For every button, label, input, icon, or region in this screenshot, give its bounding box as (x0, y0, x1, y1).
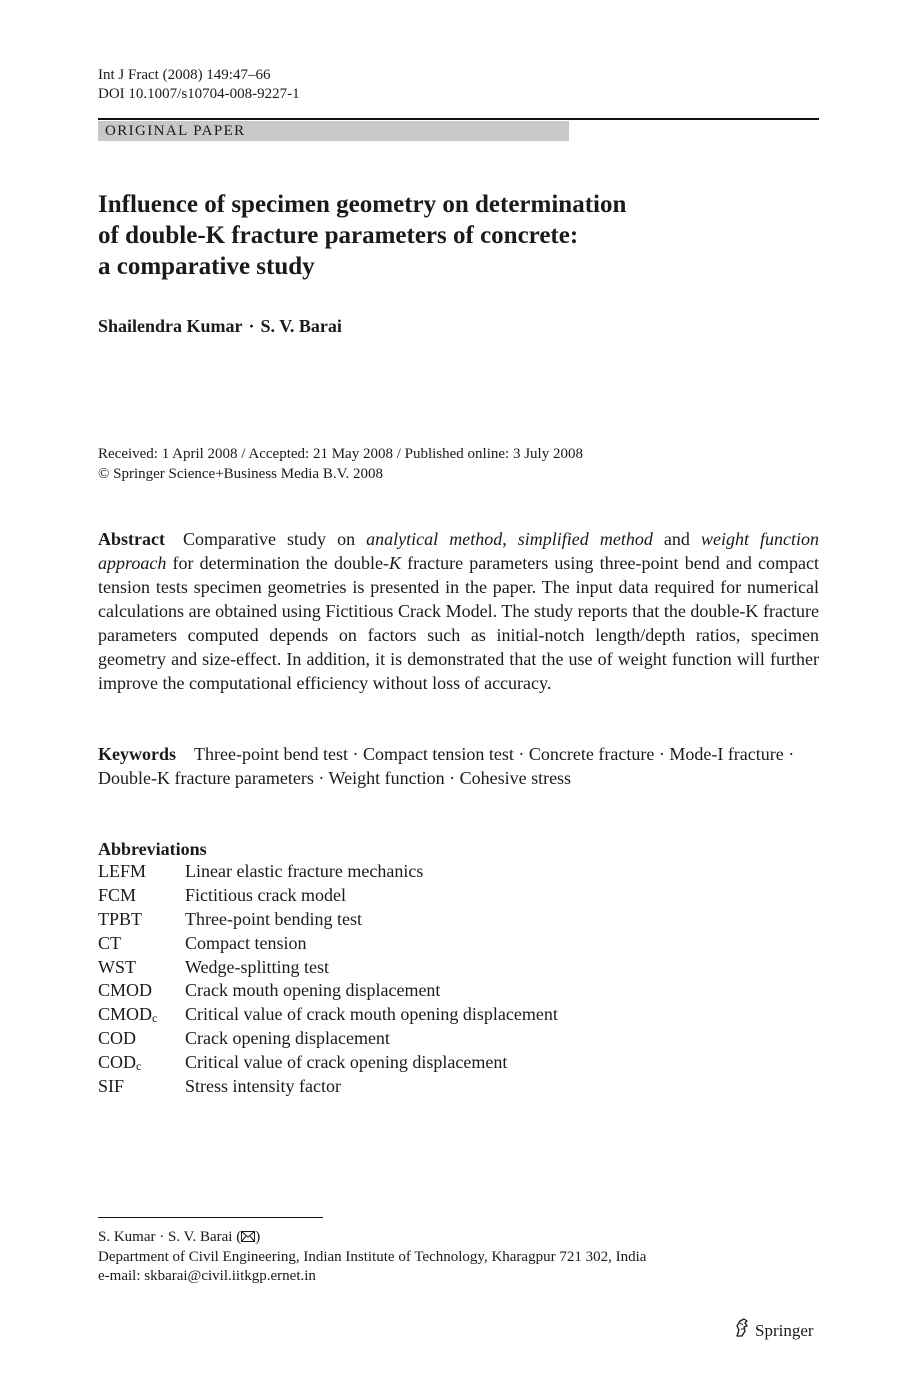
abbreviation-key (98, 908, 185, 932)
abbreviation-row (98, 1003, 558, 1027)
envelope-icon (241, 1229, 255, 1248)
abbreviation-key (98, 956, 185, 980)
affiliation: Department of Civil Engineering, Indian Institute of Technology, Kharagpur 721 302, India (98, 1249, 647, 1265)
abstract-text: , (502, 529, 518, 549)
abbreviation-key-text: TPBT (98, 908, 143, 929)
abstract-text: for determination the double- (166, 553, 389, 573)
abbreviation-key-text: WST (98, 956, 136, 977)
abstract-text: Comparative study on (182, 529, 367, 549)
abstract-label: Abstract (98, 529, 165, 549)
abbreviation-key-text: CMOD (98, 1004, 153, 1025)
abbreviation-row (98, 908, 558, 932)
footnote-authors (98, 1228, 646, 1248)
abbreviation-key-text: FCM (98, 884, 137, 905)
abbreviations-list (98, 860, 558, 1099)
abbreviation-key (98, 932, 185, 956)
abbreviation-row (98, 932, 558, 956)
paper-title (98, 189, 738, 282)
abbreviation-key-text: CT (98, 932, 122, 953)
abbreviation-description: Three-point bending test (185, 908, 362, 929)
publication-dates (98, 444, 583, 484)
abbreviation-key-text: SIF (98, 1076, 125, 1097)
journal-info (98, 66, 300, 104)
springer-horse-icon (733, 1318, 755, 1343)
abstract (98, 527, 819, 695)
abbreviation-key (98, 979, 185, 1003)
date-history: Received: 1 April 2008 / Accepted: 21 May 2008 / Published online: 3 July 2008 (98, 446, 583, 462)
footnote-authors-text: S. Kumar · S. V. Barai ( (98, 1229, 242, 1245)
abbreviation-key-text: LEFM (98, 861, 147, 881)
publisher-logo (733, 1318, 814, 1343)
abbreviations-heading: Abbreviations (98, 839, 207, 859)
keywords-label: Keywords (98, 744, 176, 764)
abbreviation-row (98, 1027, 558, 1051)
abbreviation-key-text: CMOD (98, 980, 153, 1001)
footnote (98, 1228, 646, 1286)
abbreviation-key (98, 1075, 185, 1099)
publisher-name: Springer (755, 1320, 814, 1340)
abbreviation-subscript: c (136, 1059, 142, 1074)
abbreviation-row (98, 884, 558, 908)
abbreviation-description: Compact tension (185, 932, 307, 953)
abbreviation-description: Critical value of crack opening displacement (185, 1052, 508, 1073)
doi: DOI 10.1007/s10704-008-9227-1 (98, 86, 300, 102)
author-list (98, 316, 342, 337)
abstract-text: and (652, 529, 701, 549)
abbreviation-description: Crack mouth opening displacement (185, 980, 441, 1001)
abbreviation-description: Stress intensity factor (185, 1076, 341, 1097)
keywords (98, 742, 819, 790)
abbreviation-row (98, 860, 558, 884)
abbreviation-key (98, 1027, 185, 1051)
author-name: S. V. Barai (260, 316, 342, 336)
abbreviation-row (98, 1075, 558, 1099)
title-line: of double-K fracture parameters of concrete: (98, 222, 579, 249)
abbreviation-row (98, 1051, 558, 1075)
abbreviation-row (98, 956, 558, 980)
article-type-badge: ORIGINAL PAPER (98, 121, 569, 141)
abbreviation-description: Wedge-splitting test (185, 956, 330, 977)
abbreviation-row (98, 979, 558, 1003)
abbreviation-key (98, 860, 185, 884)
title-line: a comparative study (98, 253, 315, 280)
abbreviation-key-text: COD (98, 1052, 137, 1073)
footnote-authors-end: ) (255, 1229, 261, 1245)
header-rule (98, 118, 819, 120)
abstract-italic: K (388, 553, 401, 573)
abstract-italic: simplified method (517, 529, 653, 549)
abbreviation-description: Linear elastic fracture mechanics (185, 861, 424, 881)
abbreviation-description: Crack opening displacement (185, 1028, 390, 1049)
abbreviation-key (98, 1003, 185, 1027)
abbreviation-description: Fictitious crack model (185, 884, 346, 905)
email[interactable]: e-mail: skbarai@civil.iitkgp.ernet.in (98, 1268, 316, 1284)
footnote-rule (98, 1217, 323, 1218)
title-line: Influence of specimen geometry on determination (98, 191, 627, 218)
abbreviation-key (98, 1051, 185, 1075)
author-name: Shailendra Kumar (98, 316, 243, 336)
keywords-text: Three-point bend test · Compact tension test · Concrete fracture · Mode-I fracture · Double-K fracture parameters · Weight function · Cohesive stress (98, 744, 795, 788)
abstract-italic: weight function approach (98, 529, 820, 573)
author-separator: · (248, 316, 255, 336)
abbreviation-description: Critical value of crack mouth opening displacement (185, 1004, 558, 1025)
abbreviation-key (98, 884, 185, 908)
abstract-italic: analytical method (366, 529, 503, 549)
copyright: © Springer Science+Business Media B.V. 2008 (98, 466, 383, 482)
abbreviation-subscript: c (152, 1011, 158, 1026)
abstract-text: fracture parameters using three-point bend and compact tension tests specimen geometries is presented in the paper. The input data required for numerical calculations are obtained using Fictitious Crack Model. The study reports that the double-K fracture parameters computed depends on factors such as initial-notch length/depth ratios, specimen geometry and size-effect. In addition, it is demonstrated that the use of weight function will further improve the computational efficiency without loss of accuracy. (98, 553, 819, 693)
abbreviation-key-text: COD (98, 1028, 137, 1049)
citation: Int J Fract (2008) 149:47–66 (98, 67, 271, 83)
